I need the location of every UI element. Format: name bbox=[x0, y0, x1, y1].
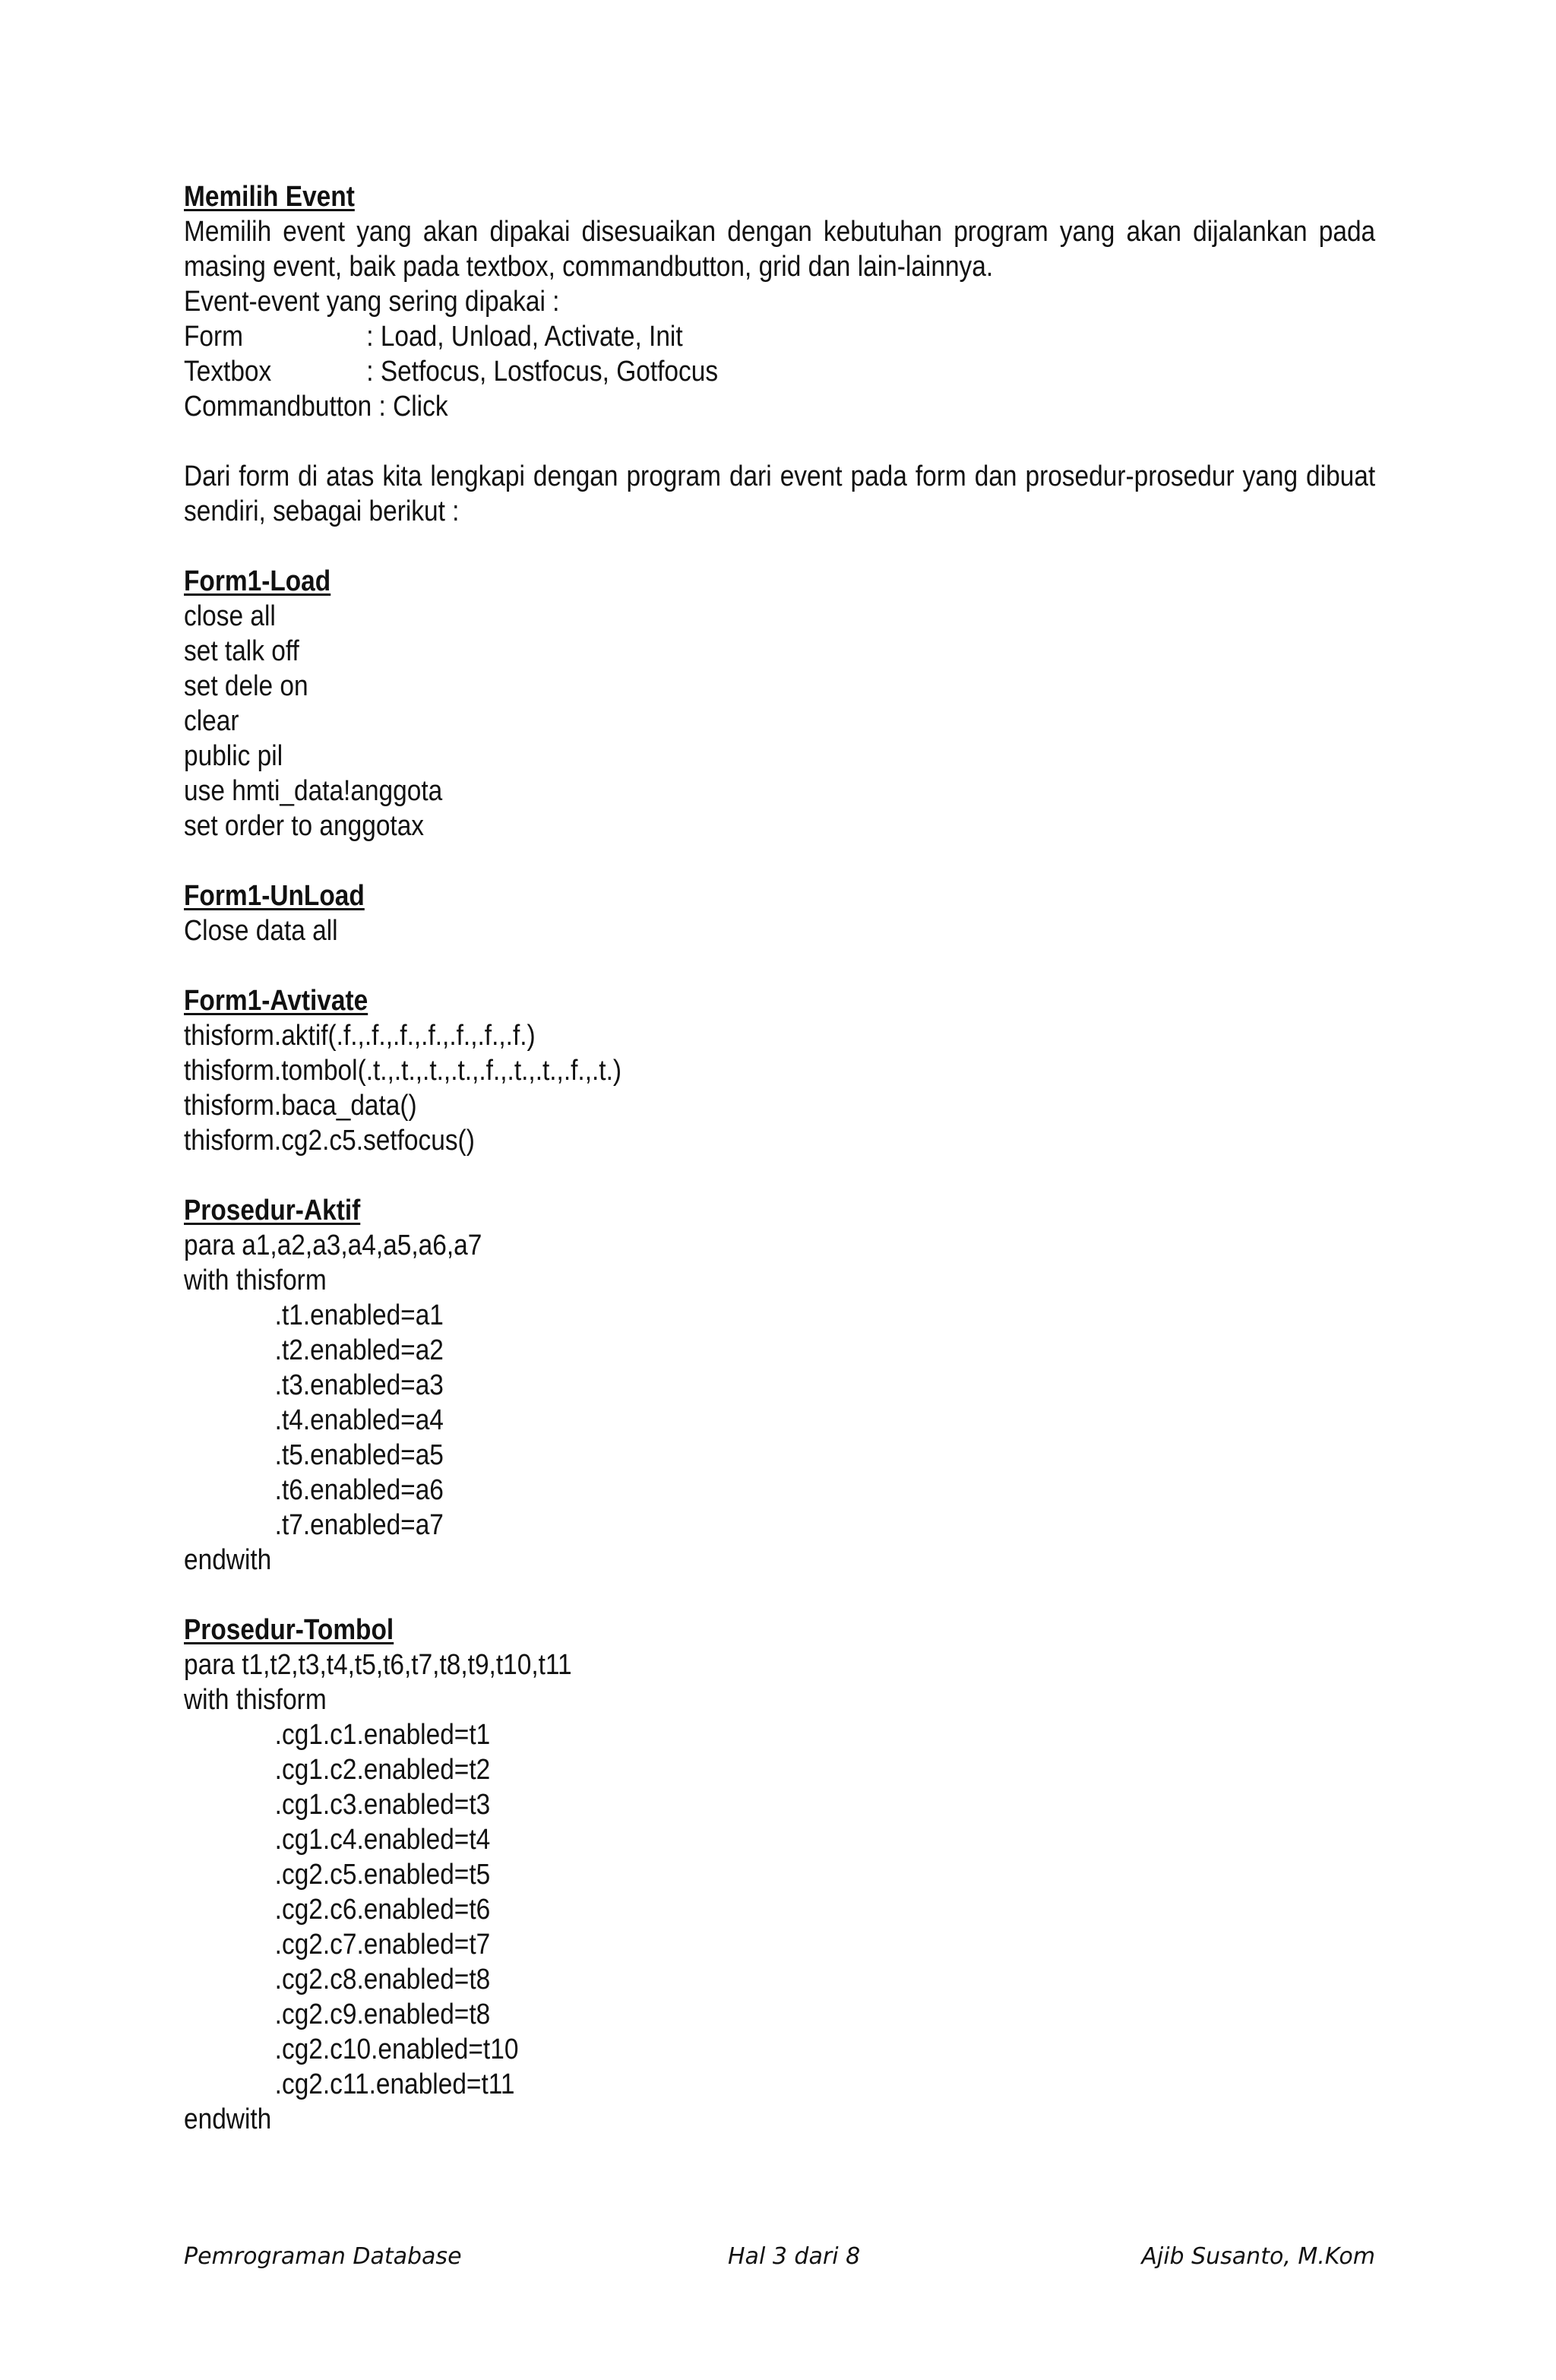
spacer bbox=[184, 529, 1375, 564]
code-line-indented: .t6.enabled=a6 bbox=[274, 1474, 444, 1506]
code-line: thisform.baca_data() bbox=[184, 1090, 417, 1122]
spacer bbox=[184, 843, 1375, 878]
code-line: endwith bbox=[184, 1544, 272, 1576]
code-line-indented: .cg2.c6.enabled=t6 bbox=[274, 1894, 491, 1926]
code-line-indented: .cg2.c9.enabled=t8 bbox=[274, 1999, 491, 2030]
code-line-indented: .t7.enabled=a7 bbox=[274, 1509, 444, 1541]
heading-form1-unload: Form1-UnLoad bbox=[184, 880, 365, 912]
spacer bbox=[184, 948, 1375, 983]
code-line: clear bbox=[184, 705, 239, 737]
code-line-indented: .cg1.c4.enabled=t4 bbox=[274, 1824, 491, 1856]
code-line: para t1,t2,t3,t4,t5,t6,t7,t8,t9,t10,t11 bbox=[184, 1649, 572, 1681]
document-body bbox=[184, 179, 1375, 2137]
code-line-indented: .t2.enabled=a2 bbox=[274, 1334, 444, 1366]
code-line-indented: .cg1.c1.enabled=t1 bbox=[274, 1719, 491, 1751]
code-line-indented: .cg2.c8.enabled=t8 bbox=[274, 1964, 491, 1995]
code-line-indented: .t4.enabled=a4 bbox=[274, 1404, 444, 1436]
event-value: : Setfocus, Lostfocus, Gotfocus bbox=[366, 356, 719, 388]
code-line: thisform.cg2.c5.setfocus() bbox=[184, 1125, 475, 1157]
heading-form1-load: Form1-Load bbox=[184, 565, 331, 597]
event-value: : Load, Unload, Activate, Init bbox=[366, 321, 683, 353]
event-row-textbox bbox=[184, 354, 1232, 389]
heading-form1-activate: Form1-Avtivate bbox=[184, 985, 368, 1017]
code-line-indented: .t5.enabled=a5 bbox=[274, 1439, 444, 1471]
code-line: thisform.tombol(.t.,.t.,.t.,.t.,.f.,.t.,.t.,.f.,.t.) bbox=[184, 1055, 622, 1087]
heading-prosedur-aktif: Prosedur-Aktif bbox=[184, 1195, 361, 1226]
event-row-commandbutton: Commandbutton : Click bbox=[184, 391, 448, 423]
event-row-form bbox=[184, 319, 1232, 354]
code-line-indented: .cg1.c2.enabled=t2 bbox=[274, 1754, 491, 1786]
paragraph-memilih-event: Memilih event yang akan dipakai disesuaikan dengan kebutuhan program yang akan dijalankan pada masing event, baik pada textbox, commandbutton, grid dan lain-lainnya. bbox=[184, 216, 1376, 283]
code-line-indented: .cg2.c7.enabled=t7 bbox=[274, 1929, 491, 1961]
page-footer bbox=[184, 2240, 1375, 2274]
code-line: thisform.aktif(.f.,.f.,.f.,.f.,.f.,.f.,.f.) bbox=[184, 1020, 536, 1052]
footer-page-number: Hal 3 dari 8 bbox=[728, 2243, 861, 2270]
code-line: with thisform bbox=[184, 1264, 327, 1296]
spacer bbox=[184, 424, 1375, 459]
event-label: Textbox bbox=[184, 356, 272, 388]
code-line-indented: .cg2.c11.enabled=t11 bbox=[274, 2068, 515, 2100]
code-line: set talk off bbox=[184, 635, 299, 667]
spacer bbox=[184, 1578, 1375, 1613]
code-line-indented: .t3.enabled=a3 bbox=[274, 1369, 444, 1401]
code-line: endwith bbox=[184, 2103, 272, 2135]
code-line-indented: .cg2.c5.enabled=t5 bbox=[274, 1859, 491, 1891]
heading-memilih-event: Memilih Event bbox=[184, 181, 355, 213]
footer-author: Ajib Susanto, M.Kom bbox=[1141, 2243, 1375, 2270]
code-line-indented: .cg1.c3.enabled=t3 bbox=[274, 1789, 491, 1821]
code-line: with thisform bbox=[184, 1684, 327, 1716]
code-line: para a1,a2,a3,a4,a5,a6,a7 bbox=[184, 1230, 482, 1261]
event-label: Form bbox=[184, 321, 244, 353]
code-line: close all bbox=[184, 600, 276, 632]
code-line: public pil bbox=[184, 740, 283, 772]
code-line: use hmti_data!anggota bbox=[184, 775, 443, 807]
event-list-intro: Event-event yang sering dipakai : bbox=[184, 286, 560, 318]
footer-left: Pemrograman Database bbox=[184, 2243, 462, 2270]
code-line: set dele on bbox=[184, 670, 308, 702]
code-line-indented: .t1.enabled=a1 bbox=[274, 1299, 444, 1331]
code-line: set order to anggotax bbox=[184, 810, 425, 842]
paragraph-intro: Dari form di atas kita lengkapi dengan program dari event pada form dan prosedur-prosedur yang dibuat sendiri, sebagai berikut : bbox=[184, 460, 1376, 527]
heading-prosedur-tombol: Prosedur-Tombol bbox=[184, 1614, 394, 1646]
code-line-indented: .cg2.c10.enabled=t10 bbox=[274, 2033, 519, 2065]
spacer bbox=[184, 1158, 1375, 1193]
code-line: Close data all bbox=[184, 915, 338, 947]
